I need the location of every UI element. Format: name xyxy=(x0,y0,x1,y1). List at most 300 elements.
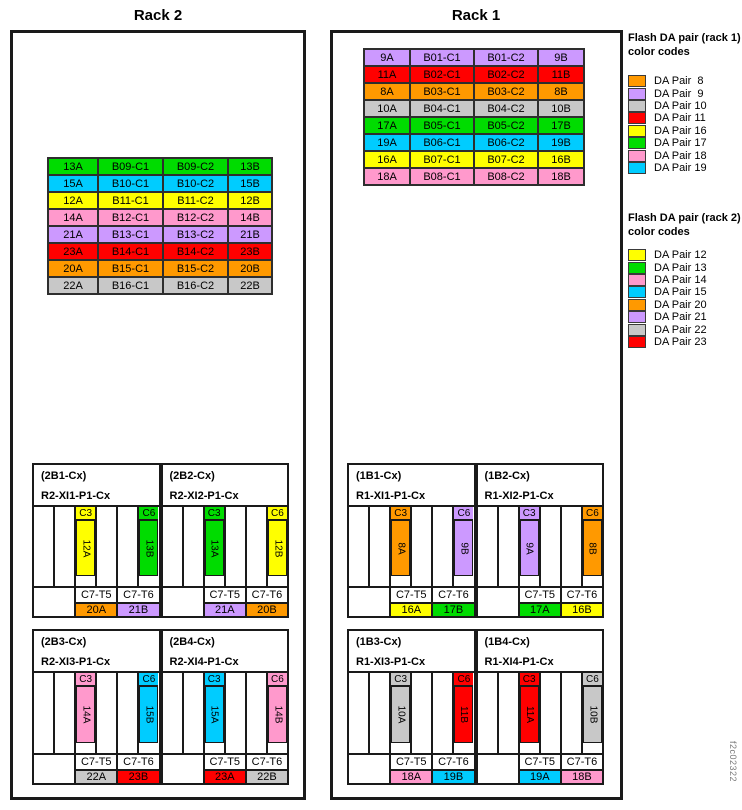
enclosure-header xyxy=(349,631,474,673)
rack2-da-table xyxy=(47,157,273,295)
table-cell: 14B xyxy=(229,210,271,225)
table-cell: B03-C1 xyxy=(411,84,473,99)
slot-row xyxy=(34,673,159,753)
color-swatch xyxy=(628,324,646,336)
slot-c3-card xyxy=(391,521,410,576)
rack1-enclosure-row-1 xyxy=(347,463,604,618)
enclosure-header xyxy=(478,631,603,673)
empty-slot xyxy=(370,673,391,753)
port-c7t6-value: 22B xyxy=(247,771,287,783)
slot-c3 xyxy=(76,673,97,753)
port-c7t5-label: C7-T5 xyxy=(205,588,245,604)
empty-slot xyxy=(184,507,205,586)
port-row xyxy=(349,586,474,616)
legend-rack2-items xyxy=(628,249,707,348)
color-swatch xyxy=(628,150,646,162)
slot-c6-card xyxy=(583,521,602,576)
slot-c3-card xyxy=(76,687,95,743)
port-c7t6-label: C7-T6 xyxy=(118,755,158,771)
slot-c3 xyxy=(205,673,226,753)
color-swatch xyxy=(628,75,646,87)
enclosure-id: (2B3-Cx) xyxy=(41,636,87,648)
port-row xyxy=(163,586,288,616)
slot-row xyxy=(349,673,474,753)
slot-c6 xyxy=(268,507,287,586)
table-cell: 12B xyxy=(229,193,271,208)
empty-slot xyxy=(349,507,370,586)
port-row xyxy=(349,753,474,783)
table-cell: 8B xyxy=(539,84,583,99)
port-c7t6-label: C7-T6 xyxy=(433,588,473,604)
legend-item xyxy=(628,336,707,348)
card-label: 9B xyxy=(458,541,470,555)
table-cell: B02-C1 xyxy=(411,67,473,82)
table-cell: B09-C1 xyxy=(99,159,162,174)
port-c7t6-label: C7-T6 xyxy=(247,755,287,771)
legend-rack1-title-line1: Flash DA pair (rack 1) xyxy=(628,32,741,44)
slot-c6 xyxy=(139,673,158,753)
port-c7t6 xyxy=(245,755,287,783)
port-c7t5-label: C7-T5 xyxy=(520,588,560,604)
card-label: 11B xyxy=(458,705,470,724)
enclosure-header xyxy=(34,465,159,507)
empty-slot xyxy=(412,507,433,586)
enclosure-id: (2B2-Cx) xyxy=(169,470,215,482)
slot-c6-card xyxy=(139,521,158,576)
port-c7t5-label: C7-T5 xyxy=(76,588,116,604)
empty-slot xyxy=(349,673,370,753)
io-enclosure-2b4 xyxy=(161,629,290,785)
table-cell: 15A xyxy=(49,176,97,191)
slot-c3 xyxy=(76,507,97,586)
empty-slot xyxy=(562,507,583,586)
table-cell: B06-C2 xyxy=(475,135,537,150)
empty-slot xyxy=(226,507,247,586)
card-label: 13A xyxy=(208,539,220,557)
port-c7t6-label: C7-T6 xyxy=(562,588,602,604)
empty-slot xyxy=(184,673,205,753)
slot-c6-card xyxy=(454,521,473,576)
table-cell: 17A xyxy=(365,118,409,133)
legend-item xyxy=(628,112,707,124)
slot-c6-card xyxy=(583,687,602,743)
table-cell: 10A xyxy=(365,101,409,116)
slot-c3-card xyxy=(520,687,539,743)
port-c7t6-label: C7-T6 xyxy=(433,755,473,771)
table-cell: B16-C2 xyxy=(164,278,227,293)
legend-item xyxy=(628,87,707,99)
table-cell: B11-C2 xyxy=(164,193,227,208)
table-cell: 19B xyxy=(539,135,583,150)
legend-item xyxy=(628,249,707,261)
port-c7t5-value: 19A xyxy=(520,771,560,783)
card-label: 10B xyxy=(586,705,598,724)
table-cell: 9A xyxy=(365,50,409,65)
port-row xyxy=(478,753,603,783)
legend-item xyxy=(628,149,707,161)
table-cell: 20A xyxy=(49,261,97,276)
enclosure-id: (1B4-Cx) xyxy=(484,636,530,648)
table-cell: B15-C1 xyxy=(99,261,162,276)
port-c7t5 xyxy=(389,755,431,783)
port-row xyxy=(163,753,288,783)
port-c7t6-value: 18B xyxy=(562,771,602,783)
legend-item xyxy=(628,75,707,87)
io-enclosure-1b2 xyxy=(476,463,605,618)
empty-slot xyxy=(97,507,118,586)
enclosure-id: (2B1-Cx) xyxy=(41,470,87,482)
table-cell: 22B xyxy=(229,278,271,293)
port-c7t6-value: 19B xyxy=(433,771,473,783)
port-c7t5-label: C7-T5 xyxy=(391,588,431,604)
slot-c3-card xyxy=(205,521,224,576)
slot-c6-label: C6 xyxy=(583,507,602,521)
empty-slot xyxy=(541,673,562,753)
slot-c6-label: C6 xyxy=(139,507,158,521)
slot-c3 xyxy=(205,507,226,586)
slot-c3-label: C3 xyxy=(520,673,539,687)
legend-item xyxy=(628,323,707,335)
empty-slot xyxy=(433,673,454,753)
port-c7t5 xyxy=(74,588,116,616)
card-label: 10A xyxy=(395,705,407,724)
port-empty-cell xyxy=(478,755,518,783)
io-enclosure-2b3 xyxy=(32,629,161,785)
legend-label: DA Pair 18 xyxy=(654,149,707,162)
empty-slot xyxy=(118,507,139,586)
slot-c6 xyxy=(583,507,602,586)
port-empty-cell xyxy=(478,588,518,616)
legend-item xyxy=(628,125,707,137)
port-row xyxy=(34,586,159,616)
slot-c6-label: C6 xyxy=(454,507,473,521)
table-cell: B03-C2 xyxy=(475,84,537,99)
enclosure-id: (2B4-Cx) xyxy=(169,636,215,648)
empty-slot xyxy=(34,507,55,586)
port-c7t6-value: 23B xyxy=(118,771,158,783)
card-label: 12B xyxy=(271,539,283,557)
empty-slot xyxy=(370,507,391,586)
empty-slot xyxy=(433,507,454,586)
table-cell: B11-C1 xyxy=(99,193,162,208)
legend-label: DA Pair 11 xyxy=(654,112,706,125)
table-cell: B12-C1 xyxy=(99,210,162,225)
card-label: 15A xyxy=(208,705,220,724)
legend-rack1-items xyxy=(628,75,707,174)
card-label: 12A xyxy=(80,539,92,557)
legend-label: DA Pair 20 xyxy=(654,298,707,311)
port-c7t5-value: 17A xyxy=(520,604,560,616)
slot-c6-label: C6 xyxy=(454,673,473,687)
color-swatch xyxy=(628,125,646,137)
empty-slot xyxy=(55,673,76,753)
port-empty-cell xyxy=(34,588,74,616)
color-swatch xyxy=(628,274,646,286)
card-label: 8A xyxy=(395,541,407,555)
port-c7t5 xyxy=(203,588,245,616)
port-empty-cell xyxy=(349,755,389,783)
table-cell: 19A xyxy=(365,135,409,150)
port-c7t6 xyxy=(431,755,473,783)
table-cell: B01-C2 xyxy=(475,50,537,65)
enclosure-id: (1B2-Cx) xyxy=(484,470,530,482)
legend-label: DA Pair 15 xyxy=(654,286,707,299)
enclosure-path: R2-XI2-P1-Cx xyxy=(169,490,239,502)
card-label: 15B xyxy=(143,705,155,724)
enclosure-id: (1B3-Cx) xyxy=(356,636,402,648)
color-swatch xyxy=(628,88,646,100)
slot-c6 xyxy=(454,507,473,586)
legend-rack1-title-line2: color codes xyxy=(628,46,690,58)
port-c7t6 xyxy=(560,588,602,616)
port-c7t5 xyxy=(74,755,116,783)
legend-item xyxy=(628,274,707,286)
table-cell: 18A xyxy=(365,169,409,184)
table-cell: B04-C2 xyxy=(475,101,537,116)
legend-label: DA Pair 10 xyxy=(654,99,707,112)
table-cell: B12-C2 xyxy=(164,210,227,225)
table-cell: B09-C2 xyxy=(164,159,227,174)
table-cell: B07-C1 xyxy=(411,152,473,167)
table-cell: B10-C2 xyxy=(164,176,227,191)
port-c7t5 xyxy=(389,588,431,616)
slot-c3-label: C3 xyxy=(205,507,224,521)
port-c7t5-label: C7-T5 xyxy=(391,755,431,771)
rack2-enclosure-row-2 xyxy=(32,629,289,785)
table-cell: B05-C1 xyxy=(411,118,473,133)
color-swatch xyxy=(628,286,646,298)
card-label: 8B xyxy=(586,541,598,555)
port-c7t5 xyxy=(518,588,560,616)
legend-item xyxy=(628,286,707,298)
table-cell: 13B xyxy=(229,159,271,174)
rack1-enclosure-row-2 xyxy=(347,629,604,785)
port-c7t5-value: 23A xyxy=(205,771,245,783)
legend-label: DA Pair 19 xyxy=(654,161,707,174)
port-c7t6 xyxy=(116,755,158,783)
table-cell: 23A xyxy=(49,244,97,259)
table-cell: 21A xyxy=(49,227,97,242)
enclosure-path: R1-XI1-P1-Cx xyxy=(356,490,426,502)
enclosure-header xyxy=(349,465,474,507)
card-label: 11A xyxy=(523,705,535,724)
empty-slot xyxy=(163,673,184,753)
slot-c6-label: C6 xyxy=(139,673,158,687)
enclosure-header xyxy=(34,631,159,673)
legend-label: DA Pair 12 xyxy=(654,249,707,262)
empty-slot xyxy=(412,673,433,753)
table-cell: 12A xyxy=(49,193,97,208)
enclosure-path: R2-XI1-P1-Cx xyxy=(41,490,111,502)
table-cell: B05-C2 xyxy=(475,118,537,133)
slot-c3-card xyxy=(391,687,410,743)
slot-c6 xyxy=(583,673,602,753)
port-c7t5-label: C7-T5 xyxy=(76,755,116,771)
slot-c6-label: C6 xyxy=(583,673,602,687)
port-c7t6-value: 20B xyxy=(247,604,287,616)
rack2-enclosure-row-1 xyxy=(32,463,289,618)
color-swatch xyxy=(628,100,646,112)
port-c7t5-value: 22A xyxy=(76,771,116,783)
table-cell: 8A xyxy=(365,84,409,99)
color-swatch xyxy=(628,162,646,174)
table-cell: B13-C1 xyxy=(99,227,162,242)
color-swatch xyxy=(628,112,646,124)
table-cell: 11B xyxy=(539,67,583,82)
rack1-title: Rack 1 xyxy=(451,7,501,24)
port-c7t5 xyxy=(518,755,560,783)
slot-c6 xyxy=(454,673,473,753)
slot-c6-label: C6 xyxy=(268,673,287,687)
legend-rack1-title xyxy=(628,31,741,59)
legend-rack2-title xyxy=(628,211,741,239)
table-cell: 22A xyxy=(49,278,97,293)
color-swatch xyxy=(628,299,646,311)
io-enclosure-1b1 xyxy=(347,463,476,618)
color-swatch xyxy=(628,311,646,323)
port-c7t5-label: C7-T5 xyxy=(205,755,245,771)
table-cell: 16B xyxy=(539,152,583,167)
table-cell: 13A xyxy=(49,159,97,174)
table-cell: B08-C2 xyxy=(475,169,537,184)
table-cell: 9B xyxy=(539,50,583,65)
slot-c6-label: C6 xyxy=(268,507,287,521)
legend-label: DA Pair 9 xyxy=(654,87,704,100)
table-cell: B10-C1 xyxy=(99,176,162,191)
slot-c3 xyxy=(391,673,412,753)
enclosure-header xyxy=(478,465,603,507)
slot-row xyxy=(34,507,159,586)
color-swatch xyxy=(628,137,646,149)
port-empty-cell xyxy=(163,588,203,616)
legend-label: DA Pair 13 xyxy=(654,261,707,274)
table-cell: 18B xyxy=(539,169,583,184)
port-c7t6-label: C7-T6 xyxy=(247,588,287,604)
legend-item xyxy=(628,162,707,174)
legend-label: DA Pair 21 xyxy=(654,311,707,324)
table-cell: 20B xyxy=(229,261,271,276)
port-c7t6 xyxy=(560,755,602,783)
slot-row xyxy=(478,673,603,753)
slot-c6-card xyxy=(139,687,158,743)
table-cell: B08-C1 xyxy=(411,169,473,184)
card-label: 14A xyxy=(80,705,92,724)
io-enclosure-1b4 xyxy=(476,629,605,785)
slot-c6 xyxy=(268,673,287,753)
port-c7t5-value: 18A xyxy=(391,771,431,783)
slot-c3-label: C3 xyxy=(520,507,539,521)
table-cell: B01-C1 xyxy=(411,50,473,65)
port-c7t6 xyxy=(431,588,473,616)
slot-row xyxy=(349,507,474,586)
legend-item xyxy=(628,299,707,311)
table-cell: B14-C2 xyxy=(164,244,227,259)
port-c7t6-value: 17B xyxy=(433,604,473,616)
figure-id: f2c02322 xyxy=(728,741,738,783)
legend-item xyxy=(628,261,707,273)
table-cell: 21B xyxy=(229,227,271,242)
card-label: 9A xyxy=(523,541,535,555)
port-c7t6-value: 21B xyxy=(118,604,158,616)
slot-c3-label: C3 xyxy=(76,507,95,521)
color-swatch xyxy=(628,249,646,261)
empty-slot xyxy=(478,673,499,753)
empty-slot xyxy=(499,673,520,753)
legend-rack2-title-line2: color codes xyxy=(628,226,690,238)
slot-c6-card xyxy=(268,687,287,743)
port-c7t6-label: C7-T6 xyxy=(562,755,602,771)
enclosure-path: R1-XI4-P1-Cx xyxy=(484,656,554,668)
empty-slot xyxy=(478,507,499,586)
slot-row xyxy=(478,507,603,586)
slot-c3-card xyxy=(76,521,95,576)
enclosure-path: R2-XI4-P1-Cx xyxy=(169,656,239,668)
enclosure-path: R1-XI3-P1-Cx xyxy=(356,656,426,668)
legend-item xyxy=(628,311,707,323)
legend-label: DA Pair 22 xyxy=(654,323,707,336)
legend-label: DA Pair 16 xyxy=(654,124,707,137)
legend-label: DA Pair 14 xyxy=(654,273,707,286)
table-cell: 10B xyxy=(539,101,583,116)
table-cell: B14-C1 xyxy=(99,244,162,259)
slot-c3 xyxy=(520,507,541,586)
table-cell: B06-C1 xyxy=(411,135,473,150)
empty-slot xyxy=(55,507,76,586)
color-swatch xyxy=(628,262,646,274)
slot-c6 xyxy=(139,507,158,586)
table-cell: 16A xyxy=(365,152,409,167)
rack2-title: Rack 2 xyxy=(133,7,183,24)
slot-row xyxy=(163,507,288,586)
port-row xyxy=(478,586,603,616)
card-label: 13B xyxy=(143,539,155,557)
enclosure-header xyxy=(163,465,288,507)
empty-slot xyxy=(226,673,247,753)
enclosure-path: R2-XI3-P1-Cx xyxy=(41,656,111,668)
enclosure-path: R1-XI2-P1-Cx xyxy=(484,490,554,502)
slot-c6-card xyxy=(268,521,287,576)
enclosure-id: (1B1-Cx) xyxy=(356,470,402,482)
empty-slot xyxy=(34,673,55,753)
table-cell: B04-C1 xyxy=(411,101,473,116)
port-c7t5-label: C7-T5 xyxy=(520,755,560,771)
table-cell: 23B xyxy=(229,244,271,259)
empty-slot xyxy=(97,673,118,753)
port-empty-cell xyxy=(163,755,203,783)
empty-slot xyxy=(118,673,139,753)
table-cell: 17B xyxy=(539,118,583,133)
port-c7t6-label: C7-T6 xyxy=(118,588,158,604)
rack1-da-table xyxy=(363,48,585,186)
port-c7t6 xyxy=(116,588,158,616)
slot-c3 xyxy=(520,673,541,753)
port-row xyxy=(34,753,159,783)
slot-c6-card xyxy=(454,687,473,743)
slot-row xyxy=(163,673,288,753)
slot-c3-label: C3 xyxy=(391,673,410,687)
slot-c3-card xyxy=(520,521,539,576)
empty-slot xyxy=(163,507,184,586)
color-swatch xyxy=(628,336,646,348)
empty-slot xyxy=(247,507,268,586)
slot-c3-card xyxy=(205,687,224,743)
empty-slot xyxy=(541,507,562,586)
table-cell: B07-C2 xyxy=(475,152,537,167)
slot-c3 xyxy=(391,507,412,586)
slot-c3-label: C3 xyxy=(205,673,224,687)
table-cell: B15-C2 xyxy=(164,261,227,276)
legend-label: DA Pair 17 xyxy=(654,137,707,150)
